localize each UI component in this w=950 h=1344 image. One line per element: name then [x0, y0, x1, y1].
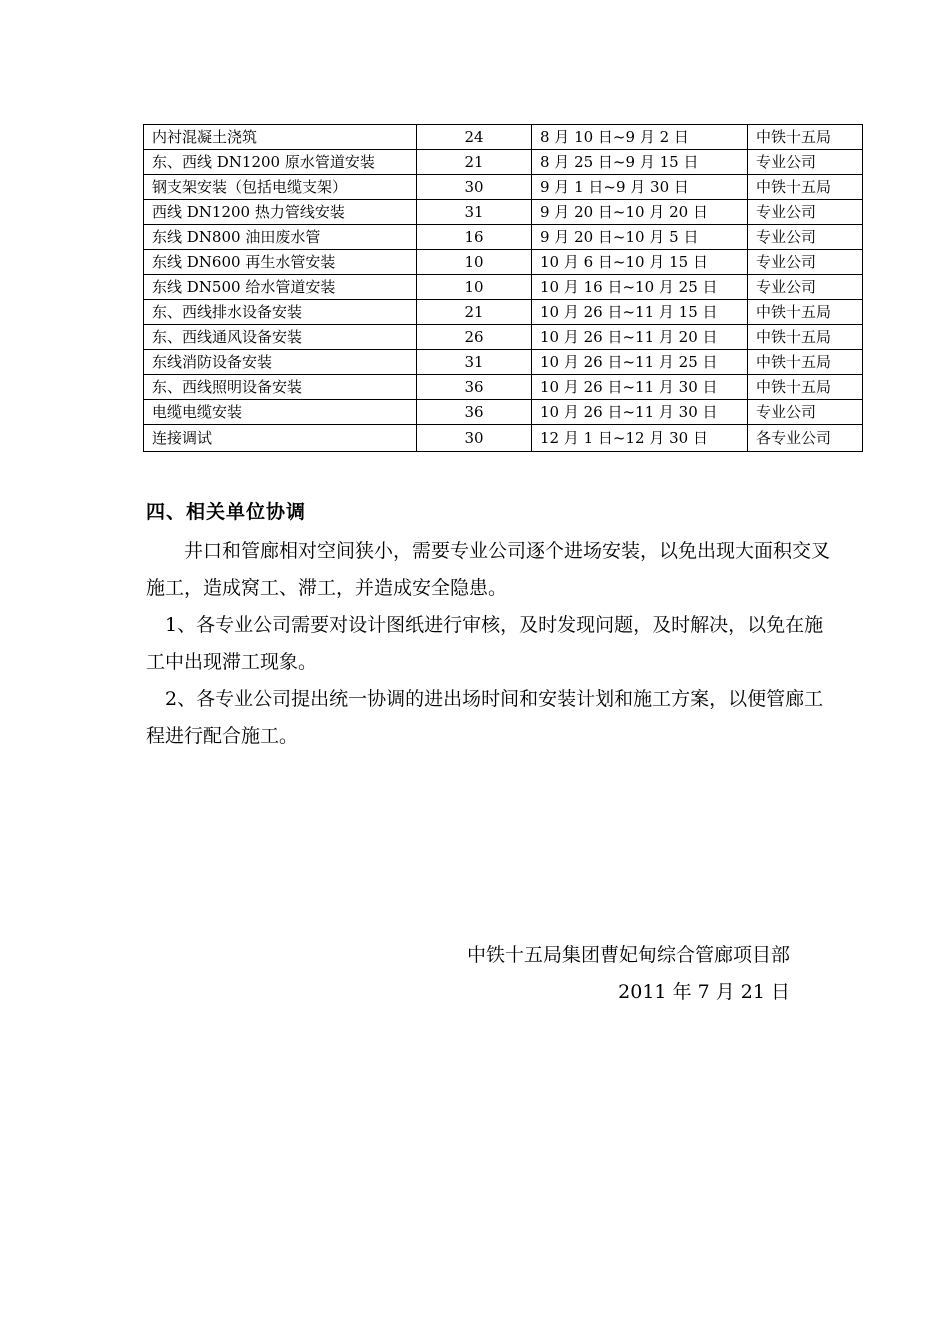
days-cell: 30 [417, 425, 532, 452]
days-cell: 21 [417, 150, 532, 175]
table-row [144, 250, 863, 275]
section-heading: 四、相关单位协调 [146, 501, 307, 523]
days-cell: 31 [417, 200, 532, 225]
unit-cell: 中铁十五局 [748, 300, 863, 325]
unit-cell: 专业公司 [748, 275, 863, 300]
period-cell: 8 月 25 日~9 月 15 日 [532, 150, 748, 175]
days-cell: 16 [417, 225, 532, 250]
task-cell: 电缆电缆安装 [144, 400, 417, 425]
period-cell: 10 月 26 日~11 月 30 日 [532, 375, 748, 400]
task-cell: 东、西线通风设备安装 [144, 325, 417, 350]
days-cell: 10 [417, 275, 532, 300]
table-row [144, 350, 863, 375]
task-cell: 连接调试 [144, 425, 417, 452]
period-cell: 9 月 20 日~10 月 5 日 [532, 225, 748, 250]
signature-date: 2011 年 7 月 21 日 [618, 981, 790, 1003]
period-cell: 9 月 1 日~9 月 30 日 [532, 175, 748, 200]
unit-cell: 中铁十五局 [748, 375, 863, 400]
unit-cell: 中铁十五局 [748, 125, 863, 150]
table-row [144, 200, 863, 225]
task-cell: 内衬混凝土浇筑 [144, 125, 417, 150]
days-cell: 10 [417, 250, 532, 275]
paragraph-item-1: 1、各专业公司需要对设计图纸进行审核，及时发现问题，及时解决，以免在施工中出现滞工现象。 [146, 614, 824, 673]
days-cell: 21 [417, 300, 532, 325]
paragraph-intro: 井口和管廊相对空间狭小，需要专业公司逐个进场安装，以免出现大面积交叉施工，造成窝工、滞工，并造成安全隐患。 [146, 540, 831, 599]
table-row [144, 325, 863, 350]
table-row [144, 400, 863, 425]
task-cell: 东线 DN500 给水管道安装 [144, 275, 417, 300]
table-row [144, 300, 863, 325]
table-row [144, 225, 863, 250]
period-cell: 10 月 16 日~10 月 25 日 [532, 275, 748, 300]
period-cell: 10 月 26 日~11 月 25 日 [532, 350, 748, 375]
period-cell: 8 月 10 日~9 月 2 日 [532, 125, 748, 150]
unit-cell: 中铁十五局 [748, 350, 863, 375]
signature-organization: 中铁十五局集团曹妃甸综合管廊项目部 [466, 944, 790, 966]
period-cell: 10 月 26 日~11 月 15 日 [532, 300, 748, 325]
task-cell: 东线消防设备安装 [144, 350, 417, 375]
period-cell: 10 月 6 日~10 月 15 日 [532, 250, 748, 275]
days-cell: 24 [417, 125, 532, 150]
section-body [146, 533, 836, 755]
unit-cell: 专业公司 [748, 400, 863, 425]
paragraph-item-2: 2、各专业公司提出统一协调的进出场时间和安装计划和施工方案，以便管廊工程进行配合施工。 [146, 688, 824, 747]
unit-cell: 专业公司 [748, 250, 863, 275]
period-cell: 10 月 26 日~11 月 30 日 [532, 400, 748, 425]
task-cell: 西线 DN1200 热力管线安装 [144, 200, 417, 225]
days-cell: 30 [417, 175, 532, 200]
table-row [144, 275, 863, 300]
period-cell: 10 月 26 日~11 月 20 日 [532, 325, 748, 350]
task-cell: 东、西线排水设备安装 [144, 300, 417, 325]
days-cell: 26 [417, 325, 532, 350]
table-row [144, 150, 863, 175]
task-cell: 东线 DN800 油田废水管 [144, 225, 417, 250]
table-row [144, 425, 863, 452]
table-row [144, 375, 863, 400]
task-cell: 东、西线 DN1200 原水管道安装 [144, 150, 417, 175]
task-cell: 钢支架安装（包括电缆支架） [144, 175, 417, 200]
days-cell: 36 [417, 375, 532, 400]
period-cell: 12 月 1 日~12 月 30 日 [532, 425, 748, 452]
unit-cell: 各专业公司 [748, 425, 863, 452]
table-row [144, 125, 863, 150]
table-row [144, 175, 863, 200]
unit-cell: 中铁十五局 [748, 325, 863, 350]
days-cell: 36 [417, 400, 532, 425]
unit-cell: 专业公司 [748, 150, 863, 175]
unit-cell: 专业公司 [748, 225, 863, 250]
construction-schedule-table [143, 124, 863, 452]
unit-cell: 专业公司 [748, 200, 863, 225]
unit-cell: 中铁十五局 [748, 175, 863, 200]
task-cell: 东、西线照明设备安装 [144, 375, 417, 400]
days-cell: 31 [417, 350, 532, 375]
period-cell: 9 月 20 日~10 月 20 日 [532, 200, 748, 225]
task-cell: 东线 DN600 再生水管安装 [144, 250, 417, 275]
